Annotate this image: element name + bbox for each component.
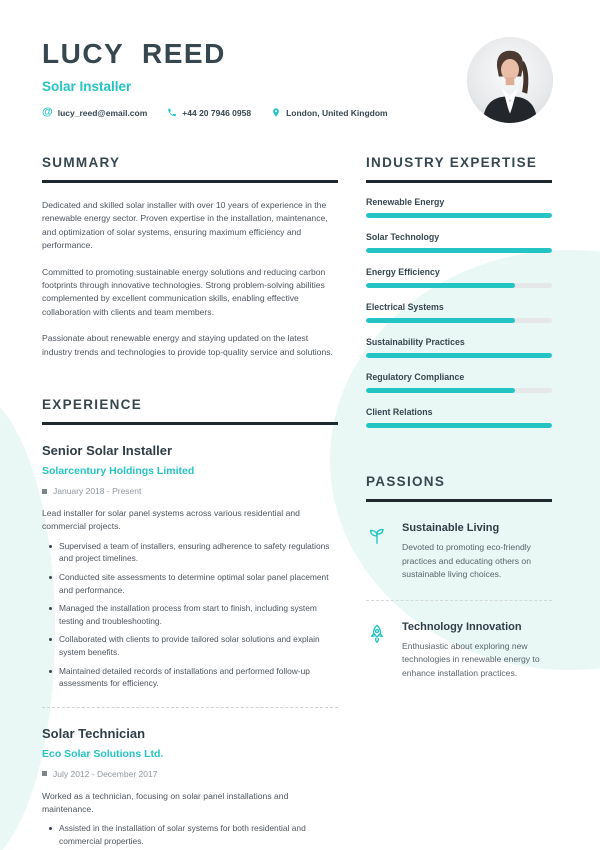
skill-bar-track	[366, 388, 552, 393]
pin-icon	[271, 107, 281, 118]
contact-email	[42, 107, 147, 118]
profile-photo	[467, 37, 553, 123]
skill-bar-fill	[366, 423, 552, 428]
skill-bar-fill	[366, 283, 515, 288]
skill-bar-track	[366, 353, 552, 358]
industry-expertise-section	[366, 155, 552, 428]
phone-text: +44 20 7946 0958	[182, 107, 252, 118]
industry-expertise-heading: INDUSTRY EXPERTISE	[366, 155, 538, 170]
job-company: Eco Solar Solutions Ltd.	[42, 747, 164, 760]
location-text: London, United Kingdom	[286, 107, 388, 118]
at-icon: @	[42, 106, 53, 118]
profile-photo-illustration	[467, 37, 553, 123]
skill-label: Energy Efficiency	[366, 267, 440, 277]
seedling-icon	[366, 522, 390, 582]
skill-row	[366, 266, 552, 288]
summary-paragraph: Dedicated and skilled solar installer with over 10 years of experience in the renewable energy sector. Proven expertise in the installation, maintenance, and optimization of solar systems, ensuring maximum efficiency and performance.	[42, 200, 328, 251]
passion-item	[366, 621, 552, 681]
summary-paragraph: Committed to promoting sustainable energy solutions and reducing carbon footprints through innovative technologies. Strong problem-solving abilities complemented by excellent communication skills, enabling effective collaboration with clients and team members.	[42, 266, 326, 317]
job-dates-text: July 2012 - December 2017	[53, 768, 158, 779]
job-title: Senior Solar Installer	[42, 443, 173, 459]
calendar-square-icon	[42, 489, 47, 494]
industry-expertise-heading-rule	[366, 180, 552, 183]
job-bullet-list	[42, 822, 338, 847]
passion-body	[402, 522, 552, 582]
skill-row	[366, 406, 552, 428]
passions-heading-rule	[366, 499, 552, 502]
passions-heading: PASSIONS	[366, 474, 446, 489]
passion-text: Devoted to promoting eco-friendly practices and educating others on sustainable living choices.	[402, 542, 531, 580]
skill-bar-fill	[366, 353, 552, 358]
skill-bar-track	[366, 248, 552, 253]
skill-label: Sustainability Practices	[366, 337, 465, 347]
left-column	[42, 155, 338, 848]
calendar-square-icon	[42, 771, 47, 776]
job-bullet: Assisted in the installation of solar systems for both residential and commercial properties.	[42, 822, 338, 847]
job-dates	[42, 486, 338, 496]
skill-row	[366, 371, 552, 393]
body-columns	[0, 155, 600, 848]
skill-row	[366, 196, 552, 218]
skill-bar-track	[366, 213, 552, 218]
skill-row	[366, 231, 552, 253]
skill-row	[366, 336, 552, 358]
job-dates	[42, 769, 338, 779]
skill-label: Electrical Systems	[366, 302, 444, 312]
skill-bar-fill	[366, 248, 552, 253]
experience-heading: EXPERIENCE	[42, 397, 143, 413]
job-summary: Lead installer for solar panel systems across various residential and commercial projects.	[42, 508, 300, 532]
passion-divider	[366, 600, 552, 601]
summary-heading-rule	[42, 180, 338, 183]
skill-bar-track	[366, 423, 552, 428]
candidate-name: LUCY REED	[42, 38, 226, 69]
contact-phone	[167, 107, 251, 118]
phone-icon	[167, 107, 177, 118]
skill-label: Solar Technology	[366, 232, 440, 242]
skill-bar-track	[366, 283, 552, 288]
passion-item	[366, 522, 552, 582]
job-dates-text: January 2018 - Present	[53, 486, 142, 497]
skill-label: Renewable Energy	[366, 197, 445, 207]
right-column	[366, 155, 552, 848]
job-bullet: Collaborated with clients to provide tailored solar solutions and explain system benefits.	[42, 633, 338, 658]
job-divider	[42, 707, 338, 708]
skill-bar-fill	[366, 318, 515, 323]
passions-section	[366, 474, 552, 680]
job-summary: Worked as a technician, focusing on solar panel installations and maintenance.	[42, 790, 289, 815]
candidate-title: Solar Installer	[42, 79, 132, 94]
rocket-icon	[366, 621, 390, 681]
summary-section	[42, 155, 338, 359]
job-bullet: Maintained detailed records of installations and performed follow-up assessments for efficiency.	[42, 665, 338, 690]
job-title: Solar Technician	[42, 725, 146, 741]
skill-label: Regulatory Compliance	[366, 372, 465, 382]
job-bullet-list	[42, 540, 338, 690]
job-entry	[42, 443, 338, 690]
passion-title: Technology Innovation	[402, 620, 522, 633]
skill-row	[366, 301, 552, 323]
summary-paragraph: Passionate about renewable energy and staying updated on the latest industry trends and technologies to provide top-quality service and solutions.	[42, 333, 333, 357]
skill-bar-track	[366, 318, 552, 323]
contact-row	[42, 107, 552, 118]
summary-heading: SUMMARY	[42, 155, 121, 170]
skill-label: Client Relations	[366, 407, 433, 417]
experience-section	[42, 397, 338, 848]
passion-title: Sustainable Living	[402, 522, 500, 534]
email-text: lucy_reed@email.com	[57, 107, 148, 118]
experience-heading-rule	[42, 422, 338, 425]
header	[0, 0, 600, 118]
passion-body	[402, 621, 552, 681]
passion-text: Enthusiastic about exploring new technologies in renewable energy to enhance installation practices.	[402, 640, 540, 678]
job-entry	[42, 726, 338, 848]
skill-bar-fill	[366, 213, 552, 218]
job-bullet: Managed the installation process from start to finish, including system testing and troubleshooting.	[42, 602, 338, 627]
contact-location	[271, 107, 388, 118]
job-bullet: Conducted site assessments to determine optimal solar panel placement and performance.	[42, 571, 338, 596]
job-bullet: Supervised a team of installers, ensuring adherence to safety regulations and project timelines.	[42, 540, 338, 565]
skill-bar-fill	[366, 388, 515, 393]
job-company: Solarcentury Holdings Limited	[42, 465, 195, 478]
